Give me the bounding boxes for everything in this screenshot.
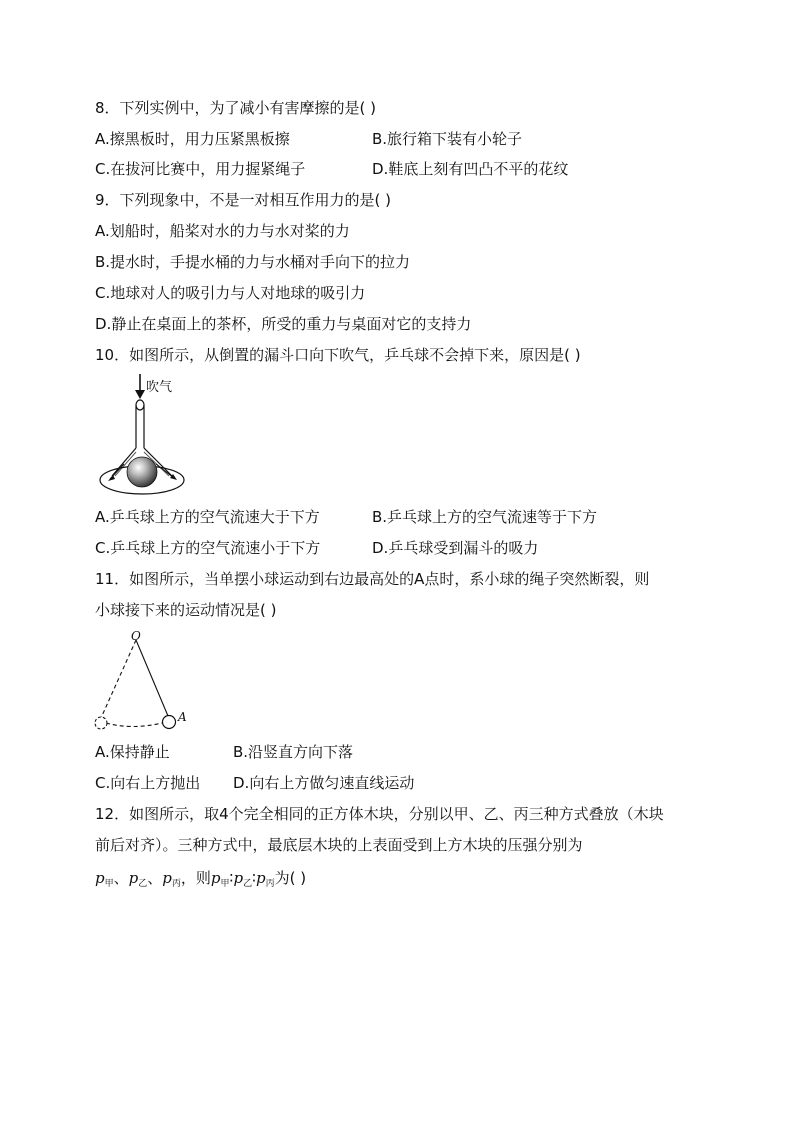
q8-option-a: A.擦黑板时，用力压紧黑板擦 bbox=[95, 130, 290, 148]
q12-stem-line3 bbox=[95, 868, 306, 894]
funnel-mouth bbox=[136, 400, 144, 410]
then-text: ，则 bbox=[180, 869, 211, 887]
separator: 、 bbox=[113, 869, 129, 887]
q12-tail: 为( ) bbox=[274, 869, 307, 887]
q11-option-d: D.向右上方做匀速直线运动 bbox=[233, 774, 415, 792]
q8-option-d: D.鞋底上刻有凹凸不平的花纹 bbox=[372, 160, 569, 178]
q10-option-d: D.乒乓球受到漏斗的吸力 bbox=[372, 539, 539, 557]
q8-stem: 8．下列实例中，为了减小有害摩擦的是( ) bbox=[95, 99, 377, 117]
q11-stem-line1 bbox=[95, 569, 649, 589]
q8-option-b: B.旅行箱下装有小轮子 bbox=[372, 130, 523, 148]
sub-jia: 甲 bbox=[220, 879, 230, 889]
q11-stem-line2: 小球接下来的运动情况是( ) bbox=[95, 601, 277, 619]
p-symbol: p bbox=[210, 869, 221, 887]
q9-option-c: C.地球对人的吸引力与人对地球的吸引力 bbox=[95, 284, 366, 302]
q11-stem-text: 11．如图所示，当单摆小球运动到右边最高处的A点时，系小球的绳子突然断裂，则 bbox=[95, 570, 650, 588]
sub-bing: 丙 bbox=[171, 879, 181, 889]
p-symbol: p bbox=[95, 869, 105, 887]
ratio-colon: ∶ bbox=[229, 869, 234, 887]
ping-pong-ball bbox=[127, 457, 157, 487]
q11-option-b: B.沿竖直方向下落 bbox=[233, 743, 354, 761]
q11-option-c: C.向右上方抛出 bbox=[95, 774, 201, 792]
q9-option-a: A.划船时，船桨对水的力与水对桨的力 bbox=[95, 222, 350, 240]
q12-stem-line1: 12．如图所示，取4个完全相同的正方体木块，分别以甲、乙、丙三种方式叠放（木块 bbox=[95, 805, 664, 823]
sub-jia: 甲 bbox=[104, 879, 114, 889]
q10-option-b: B.乒乓球上方的空气流速等于下方 bbox=[372, 508, 598, 526]
point-label-a: A bbox=[178, 710, 187, 724]
sub-bing: 丙 bbox=[265, 879, 275, 889]
pendulum-left-ball bbox=[95, 717, 107, 729]
pendulum-arc bbox=[106, 723, 162, 727]
q10-option-a: A.乒乓球上方的空气流速大于下方 bbox=[95, 508, 320, 526]
p-symbol: p bbox=[128, 869, 139, 887]
sub-yi: 乙 bbox=[243, 879, 253, 889]
q8-option-c: C.在拔河比赛中，用力握紧绳子 bbox=[95, 160, 306, 178]
q12-stem-line2: 前后对齐）。三种方式中，最底层木块的上表面受到上方木块的压强分别为 bbox=[95, 836, 583, 854]
pendulum-left-string bbox=[101, 640, 136, 718]
q9-option-d: D.静止在桌面上的茶杯，所受的重力与桌面对它的支持力 bbox=[95, 315, 472, 333]
q10-option-c: C.乒乓球上方的空气流速小于下方 bbox=[95, 539, 321, 557]
blow-arrow-head bbox=[135, 390, 145, 399]
pendulum-string bbox=[136, 640, 168, 716]
pendulum-ball-a bbox=[163, 716, 176, 729]
q9-option-b: B.提水时，手提水桶的力与水桶对手向下的拉力 bbox=[95, 253, 411, 271]
separator: 、 bbox=[147, 869, 163, 887]
p-symbol: p bbox=[255, 869, 266, 887]
q9-stem: 9．下列现象中，不是一对相互作用力的是( ) bbox=[95, 191, 392, 209]
funnel-figure bbox=[98, 372, 190, 498]
blow-label: 吹气 bbox=[146, 380, 173, 395]
q10-stem: 10．如图所示，从倒置的漏斗口向下吹气，乒乓球不会掉下来，原因是( ) bbox=[95, 346, 581, 364]
ratio-colon: ∶ bbox=[252, 869, 256, 887]
q11-option-a: A.保持静止 bbox=[95, 743, 170, 761]
pivot-label-o: O bbox=[131, 629, 141, 643]
sub-yi: 乙 bbox=[138, 879, 148, 889]
p-symbol: p bbox=[162, 869, 172, 887]
p-symbol: p bbox=[233, 869, 244, 887]
